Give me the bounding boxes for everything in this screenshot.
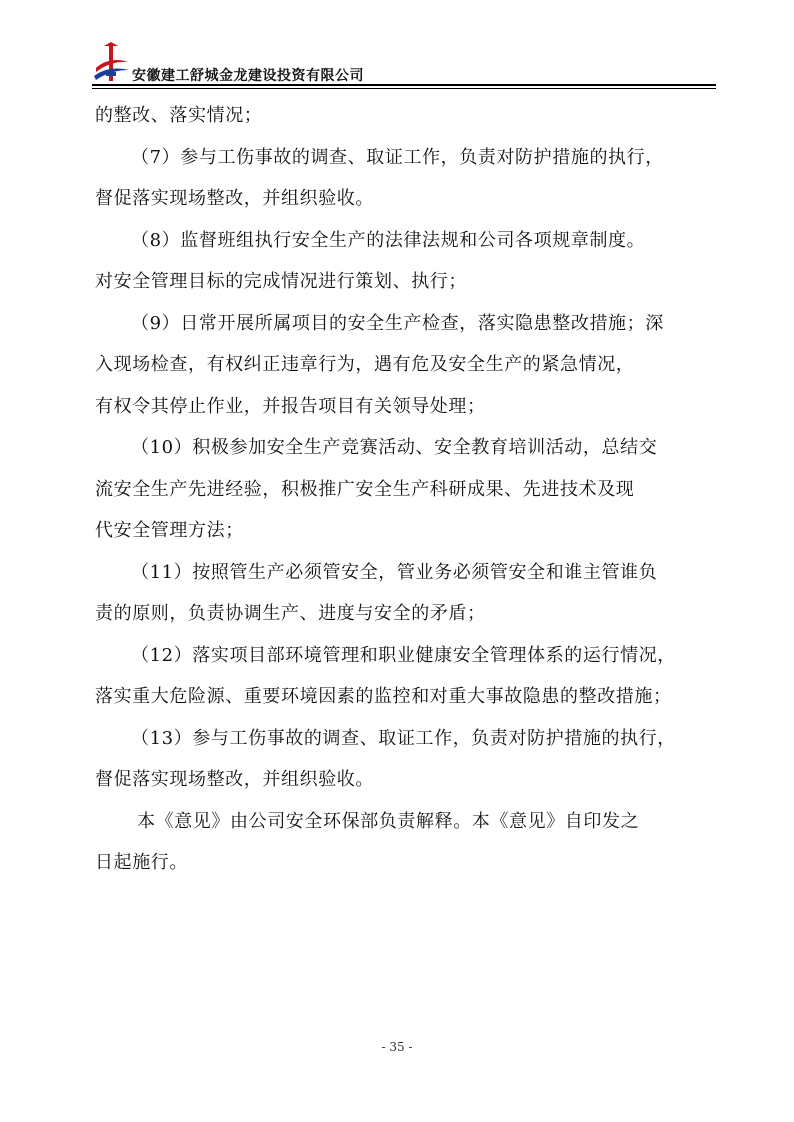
text-line: 日起施行。 (95, 852, 188, 873)
text-line: （11）按照管生产必须管安全，管业务必须管安全和谁主管谁负 (131, 561, 658, 583)
text-line: 的整改、落实情况； (95, 105, 263, 126)
text-line: （9）日常开展所属项目的安全生产检查，落实隐患整改措施；深 (131, 312, 664, 334)
page-header (92, 40, 716, 90)
text-line: （7）参与工伤事故的调查、取证工作，负责对防护措施的执行， (131, 146, 664, 168)
text-line: 落实重大危险源、重要环境因素的监控和对重大事故隐患的整改措施； (95, 686, 672, 707)
document-body (95, 95, 717, 884)
header-rule-thick (92, 84, 716, 86)
company-name: 安徽建工舒城金龙建设投资有限公司 (132, 68, 364, 84)
text-line: 本《意见》由公司安全环保部负责解释。本《意见》自印发之 (137, 810, 640, 832)
text-line: （8）监督班组执行安全生产的法律法规和公司各项规章制度。 (131, 229, 646, 251)
text-line: （10）积极参加安全生产竞赛活动、安全教育培训活动，总结交 (131, 437, 658, 458)
text-line: （13）参与工伤事故的调查、取证工作，负责对防护措施的执行， (131, 727, 676, 749)
text-line: 有权令其停止作业，并报告项目有关领导处理； (95, 395, 486, 417)
text-line: 责的原则，负责协调生产、进度与安全的矛盾； (95, 603, 486, 624)
text-line: 对安全管理目标的完成情况进行策划、执行； (95, 271, 467, 292)
text-line: 代安全管理方法； (95, 520, 244, 541)
company-logo-icon (94, 42, 130, 84)
text-line: 入现场检查，有权纠正违章行为，遇有危及安全生产的紧急情况， (95, 354, 635, 375)
text-line: （12）落实项目部环境管理和职业健康安全管理体系的运行情况， (131, 644, 676, 666)
text-line: 督促落实现场整改，并组织验收。 (95, 769, 374, 790)
page-number: - 35 - (381, 1040, 413, 1054)
text-line: 督促落实现场整改，并组织验收。 (95, 188, 374, 209)
text-line: 流安全生产先进经验，积极推广安全生产科研成果、先进技术及现 (95, 478, 635, 500)
header-rule-thin (92, 88, 716, 89)
